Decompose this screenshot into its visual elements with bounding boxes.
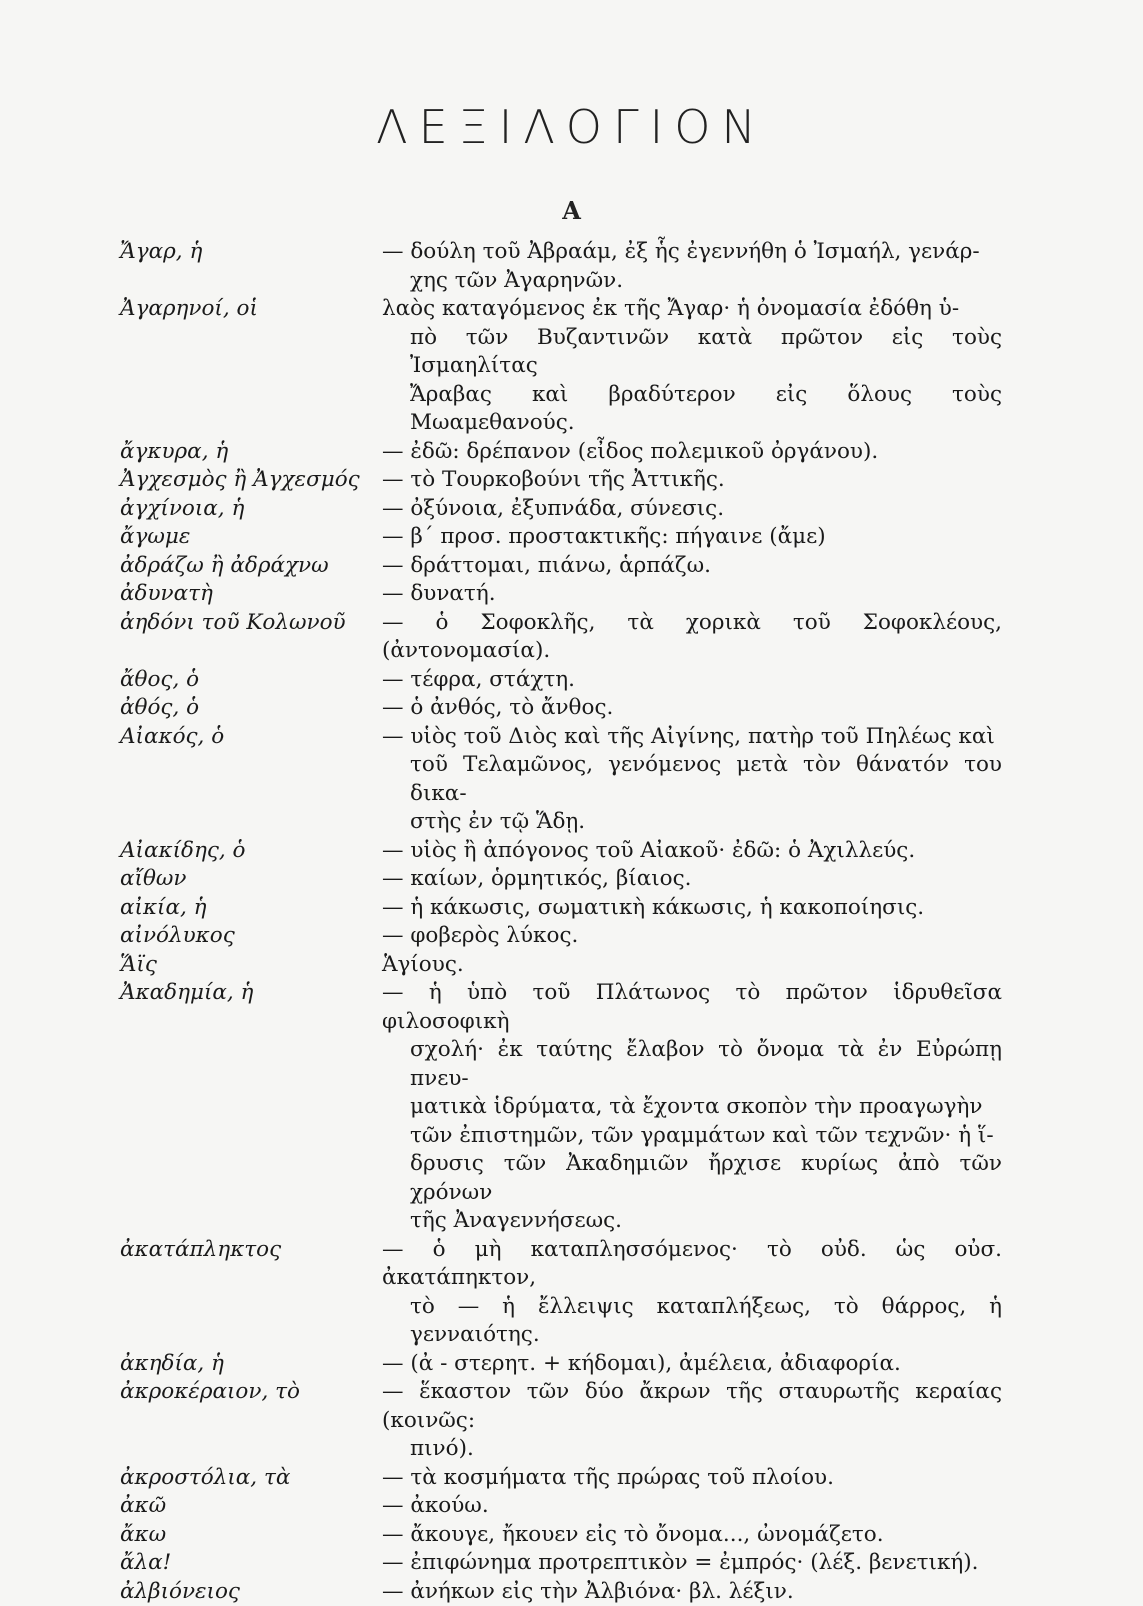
glossary-entry	[120, 238, 1020, 295]
definition-line: — υἱὸς τοῦ Διὸς καὶ τῆς Αἰγίνης, πατὴρ τοῦ Πηλέως καὶ	[382, 723, 1002, 752]
definition-line: στὴς ἐν τῷ Ἅδῃ.	[382, 808, 1002, 837]
entry-definition	[382, 466, 1002, 495]
section-letter: Α	[0, 196, 1143, 225]
entry-definition	[382, 865, 1002, 894]
definition-line: δρυσις τῶν Ἀκαδημιῶν ἤρχισε κυρίως ἀπὸ τῶν χρόνων	[382, 1150, 1002, 1207]
definition-line: ματικὰ ἱδρύματα, τὰ ἔχοντα σκοπὸν τὴν προαγωγὴν	[382, 1093, 1002, 1122]
entry-term: ἀκατάπληκτος	[120, 1236, 382, 1265]
entry-definition	[382, 666, 1002, 695]
definition-line: — τὰ κοσμήματα τῆς πρώρας τοῦ πλοίου.	[382, 1464, 1002, 1493]
glossary-entry	[120, 580, 1020, 609]
glossary-entries	[120, 238, 1020, 1606]
definition-line: τῆς Ἀναγεννήσεως.	[382, 1207, 1002, 1236]
entry-term: Ἀγαρηνοί, οἱ	[120, 295, 382, 324]
definition-line: — καίων, ὁρμητικός, βίαιος.	[382, 865, 1002, 894]
entry-term: Αἰακός, ὁ	[120, 723, 382, 752]
entry-term: Ἅϊς	[120, 951, 382, 980]
definition-line: — ἡ κάκωσις, σωματικὴ κάκωσις, ἡ κακοποίησις.	[382, 894, 1002, 923]
glossary-entry	[120, 894, 1020, 923]
glossary-entry	[120, 495, 1020, 524]
entry-definition	[382, 922, 1002, 951]
definition-line: — ἐπιφώνημα προτρεπτικὸν = ἐμπρός· (λέξ. βενετική).	[382, 1549, 1002, 1578]
definition-line: — ἀνήκων εἰς τὴν Ἀλβιόνα· βλ. λέξιν.	[382, 1578, 1002, 1606]
entry-term: ἀθός, ὁ	[120, 694, 382, 723]
glossary-entry	[120, 466, 1020, 495]
entry-term: αἴθων	[120, 865, 382, 894]
entry-definition	[382, 1464, 1002, 1493]
entry-term: ἀκῶ	[120, 1492, 382, 1521]
definition-line: — (ἀ - στερητ. + κήδομαι), ἀμέλεια, ἀδιαφορία.	[382, 1350, 1002, 1379]
entry-definition	[382, 694, 1002, 723]
glossary-entry	[120, 723, 1020, 837]
entry-term: ἄκω	[120, 1521, 382, 1550]
glossary-entry	[120, 922, 1020, 951]
entry-definition	[382, 238, 1002, 295]
definition-line: — β΄ προσ. προστακτικῆς: πήγαινε (ἄμε)	[382, 523, 1002, 552]
entry-definition	[382, 495, 1002, 524]
definition-line: Ἁγίους.	[382, 951, 1002, 980]
definition-line: σχολή· ἐκ ταύτης ἔλαβον τὸ ὄνομα τὰ ἐν Εὐρώπῃ πνευ-	[382, 1036, 1002, 1093]
glossary-entry	[120, 1492, 1020, 1521]
definition-line: — ὁ μὴ καταπλησσόμενος· τὸ οὐδ. ὡς οὐσ. ἀκατάπηκτον,	[382, 1236, 1002, 1293]
glossary-entry	[120, 1378, 1020, 1464]
entry-definition	[382, 1236, 1002, 1350]
definition-line: — ὁ Σοφοκλῆς, τὰ χορικὰ τοῦ Σοφοκλέους, (ἀντονομασία).	[382, 609, 1002, 666]
glossary-entry	[120, 837, 1020, 866]
definition-line: — ὀξύνοια, ἐξυπνάδα, σύνεσις.	[382, 495, 1002, 524]
page-title: ΛΕΞΙΛΟΓΙΟΝ	[0, 100, 1143, 154]
entry-definition	[382, 1549, 1002, 1578]
definition-line: — τέφρα, στάχτη.	[382, 666, 1002, 695]
entry-term: ἄλα!	[120, 1549, 382, 1578]
glossary-entry	[120, 438, 1020, 467]
definition-line: πὸ τῶν Βυζαντινῶν κατὰ πρῶτον εἰς τοὺς Ἰσμαηλίτας	[382, 324, 1002, 381]
entry-definition	[382, 1492, 1002, 1521]
entry-term: Ἄγαρ, ἡ	[120, 238, 382, 267]
definition-line: τῶν ἐπιστημῶν, τῶν γραμμάτων καὶ τῶν τεχνῶν· ἡ ἵ-	[382, 1122, 1002, 1151]
glossary-entry	[120, 1464, 1020, 1493]
entry-definition	[382, 1578, 1002, 1606]
entry-definition	[382, 894, 1002, 923]
glossary-entry	[120, 1236, 1020, 1350]
entry-definition	[382, 723, 1002, 837]
glossary-entry	[120, 694, 1020, 723]
entry-term: αἰκία, ἡ	[120, 894, 382, 923]
definition-line: — δράττομαι, πιάνω, ἁρπάζω.	[382, 552, 1002, 581]
definition-line: τοῦ Τελαμῶνος, γενόμενος μετὰ τὸν θάνατόν του δικα-	[382, 751, 1002, 808]
definition-line: — ἀκούω.	[382, 1492, 1002, 1521]
entry-definition	[382, 295, 1002, 438]
glossary-entry	[120, 1578, 1020, 1606]
entry-term: Ἀγχεσμὸς ἢ Ἀγχεσμός	[120, 466, 382, 495]
entry-definition	[382, 438, 1002, 467]
entry-definition	[382, 979, 1002, 1236]
entry-term: ἄθος, ὁ	[120, 666, 382, 695]
definition-line: χης τῶν Ἀγαρηνῶν.	[382, 267, 1002, 296]
entry-term: ἄγωμε	[120, 523, 382, 552]
glossary-entry	[120, 523, 1020, 552]
entry-term: ἀδυνατὴ	[120, 580, 382, 609]
entry-term: ἀδράζω ἢ ἀδράχνω	[120, 552, 382, 581]
glossary-entry	[120, 865, 1020, 894]
definition-line: πινό).	[382, 1435, 1002, 1464]
entry-term: αἰνόλυκος	[120, 922, 382, 951]
entry-term: ἀγχίνοια, ἡ	[120, 495, 382, 524]
entry-term: ἀκροστόλια, τὰ	[120, 1464, 382, 1493]
definition-line: Ἄραβας καὶ βραδύτερον εἰς ὅλους τοὺς Μωαμεθανούς.	[382, 381, 1002, 438]
entry-definition	[382, 837, 1002, 866]
entry-definition	[382, 609, 1002, 666]
entry-term: ἀκηδία, ἡ	[120, 1350, 382, 1379]
definition-line: τὸ — ἡ ἔλλειψις καταπλήξεως, τὸ θάρρος, ἡ γενναιότης.	[382, 1293, 1002, 1350]
entry-term: ἀκροκέραιον, τὸ	[120, 1378, 382, 1407]
glossary-entry	[120, 951, 1020, 980]
glossary-entry	[120, 1521, 1020, 1550]
entry-term: ἄγκυρα, ἡ	[120, 438, 382, 467]
glossary-entry	[120, 666, 1020, 695]
entry-definition	[382, 552, 1002, 581]
glossary-entry	[120, 295, 1020, 438]
entry-definition	[382, 580, 1002, 609]
definition-line: — ἄκουγε, ἤκουεν εἰς τὸ ὄνομα..., ὠνομάζετο.	[382, 1521, 1002, 1550]
definition-line: — δούλη τοῦ Ἀβραάμ, ἐξ ἧς ἐγεννήθη ὁ Ἰσμαήλ, γενάρ-	[382, 238, 1002, 267]
entry-term: Ἀκαδημία, ἡ	[120, 979, 382, 1008]
glossary-entry	[120, 1549, 1020, 1578]
entry-definition	[382, 1378, 1002, 1464]
definition-line: λαὸς καταγόμενος ἐκ τῆς Ἄγαρ· ἡ ὀνομασία ἐδόθη ὑ-	[382, 295, 1002, 324]
entry-term: ἀηδόνι τοῦ Κολωνοῦ	[120, 609, 382, 638]
entry-definition	[382, 523, 1002, 552]
definition-line: — δυνατή.	[382, 580, 1002, 609]
entry-definition	[382, 1350, 1002, 1379]
definition-line: — ὁ ἀνθός, τὸ ἄνθος.	[382, 694, 1002, 723]
entry-definition	[382, 951, 1002, 980]
definition-line: — υἱὸς ἢ ἀπόγονος τοῦ Αἰακοῦ· ἐδῶ: ὁ Ἀχιλλεύς.	[382, 837, 1002, 866]
entry-term: Αἰακίδης, ὁ	[120, 837, 382, 866]
entry-definition	[382, 1521, 1002, 1550]
definition-line: — φοβερὸς λύκος.	[382, 922, 1002, 951]
definition-line: — ἐδῶ: δρέπανον (εἶδος πολεμικοῦ ὀργάνου).	[382, 438, 1002, 467]
definition-line: — ἡ ὑπὸ τοῦ Πλάτωνος τὸ πρῶτον ἱδρυθεῖσα φιλοσοφικὴ	[382, 979, 1002, 1036]
glossary-entry	[120, 552, 1020, 581]
entry-term: ἀλβιόνειος	[120, 1578, 382, 1606]
glossary-entry	[120, 609, 1020, 666]
definition-line: — τὸ Τουρκοβούνι τῆς Ἀττικῆς.	[382, 466, 1002, 495]
definition-line: — ἕκαστον τῶν δύο ἄκρων τῆς σταυρωτῆς κεραίας (κοινῶς:	[382, 1378, 1002, 1435]
glossary-entry	[120, 1350, 1020, 1379]
glossary-entry	[120, 979, 1020, 1236]
